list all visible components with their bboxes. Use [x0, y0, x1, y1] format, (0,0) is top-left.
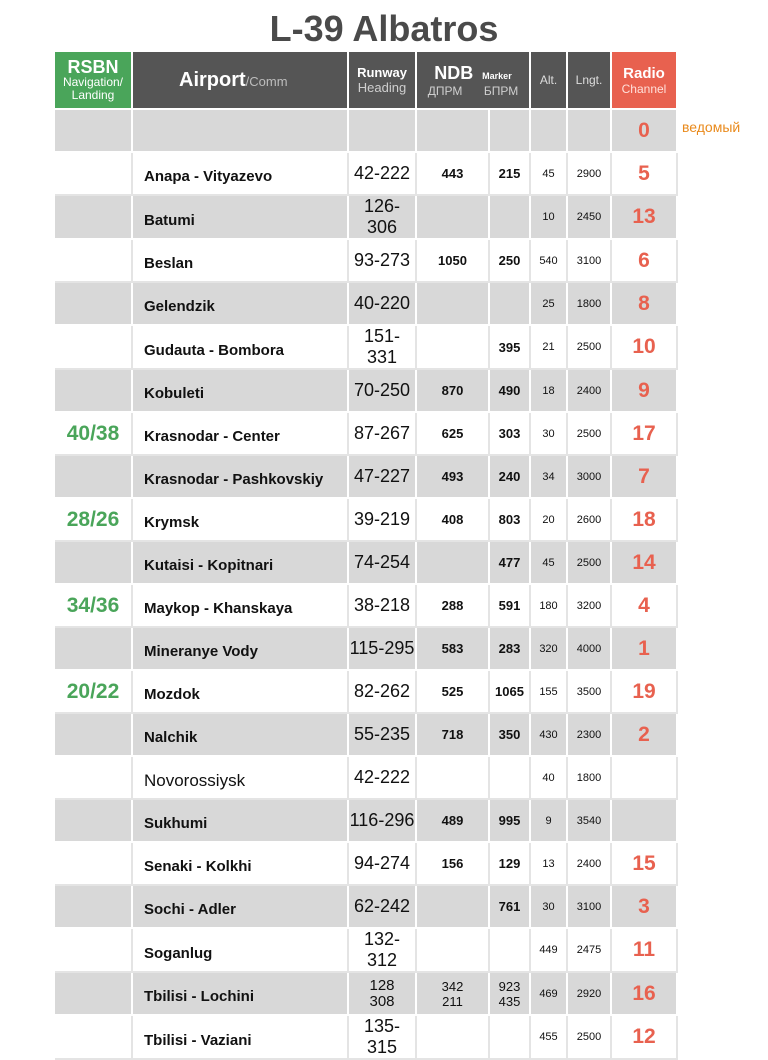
table-row [55, 109, 677, 152]
altitude: 21 [530, 325, 567, 369]
header-airport [132, 52, 348, 109]
runway-heading [348, 1015, 416, 1059]
runway-heading [348, 584, 416, 627]
runway-heading-value: 42-222 [353, 767, 411, 787]
runway-heading [348, 627, 416, 670]
ndb-dprm-value: 583 [441, 641, 464, 656]
header-runway-label: Runway [357, 65, 407, 80]
runway-heading-value: 151-331 [363, 326, 401, 367]
airport-name: Nalchik [132, 713, 348, 756]
altitude: 455 [530, 1015, 567, 1059]
header-alt [530, 52, 567, 109]
ndb-dprm [416, 239, 489, 282]
runway-length: 2500 [567, 1015, 611, 1059]
ndb-dprm [416, 498, 489, 541]
rsbn-channel [55, 885, 132, 928]
rsbn-channel [55, 239, 132, 282]
radio-channel: 3 [611, 885, 677, 928]
radio-channel: 19 [611, 670, 677, 713]
ndb-dprm [416, 1015, 489, 1059]
altitude: 10 [530, 195, 567, 239]
ndb-dprm-value: 525 [441, 684, 464, 699]
altitude: 180 [530, 584, 567, 627]
ndb-dprm-value: 489 [441, 813, 464, 828]
rsbn-channel [55, 195, 132, 239]
runway-heading [348, 152, 416, 195]
table-row [55, 498, 677, 541]
ndb-dprm-1: 342 [441, 978, 464, 994]
ndb-dprm [416, 109, 489, 152]
airport-name: Kobuleti [132, 369, 348, 412]
table-row [55, 842, 677, 885]
runway-heading-value: 39-219 [353, 509, 411, 529]
ndb-dprm-value: 288 [441, 598, 464, 613]
table-row [55, 195, 677, 239]
ndb-bprm [489, 799, 530, 842]
header-airport-sub: /Comm [245, 73, 288, 89]
ndb-dprm [416, 412, 489, 455]
ndb-dprm-value: 718 [441, 727, 464, 742]
runway-heading [348, 369, 416, 412]
altitude: 40 [530, 756, 567, 799]
rsbn-channel [55, 756, 132, 799]
table-row [55, 584, 677, 627]
runway-heading-2: 308 [369, 992, 395, 1010]
ndb-bprm [489, 627, 530, 670]
ndb-dprm [416, 972, 489, 1015]
runway-heading [348, 842, 416, 885]
ndb-dprm [416, 627, 489, 670]
radio-channel: 0 [611, 109, 677, 152]
ndb-bprm [489, 670, 530, 713]
altitude: 30 [530, 412, 567, 455]
ndb-bprm [489, 239, 530, 282]
rsbn-channel: 40/38 [55, 412, 132, 455]
header-runway [348, 52, 416, 109]
runway-length: 3100 [567, 885, 611, 928]
radio-channel: 15 [611, 842, 677, 885]
header-lngt-label: Lngt. [575, 73, 603, 87]
airport-name [132, 109, 348, 152]
header-airport-label: Airport [179, 68, 246, 91]
runway-length: 2400 [567, 369, 611, 412]
ndb-bprm-value: 761 [498, 899, 521, 914]
runway-length: 2500 [567, 541, 611, 584]
runway-heading-value: 42-222 [353, 163, 411, 183]
runway-heading-value: 40-220 [353, 293, 411, 313]
ndb-bprm [489, 928, 530, 972]
ndb-dprm [416, 541, 489, 584]
header-rsbn-sub1: Navigation/ [62, 75, 124, 89]
altitude: 34 [530, 455, 567, 498]
radio-channel: 13 [611, 195, 677, 239]
ndb-dprm-value: 1050 [438, 253, 467, 268]
runway-heading-value: 132-312 [363, 929, 401, 970]
runway-length: 3500 [567, 670, 611, 713]
altitude: 9 [530, 799, 567, 842]
ndb-dprm [416, 369, 489, 412]
ndb-bprm-value: 490 [498, 383, 521, 398]
rsbn-channel [55, 369, 132, 412]
ndb-dprm [416, 713, 489, 756]
runway-heading [348, 325, 416, 369]
runway-heading-value: 135-315 [363, 1016, 401, 1057]
altitude: 430 [530, 713, 567, 756]
rsbn-channel [55, 152, 132, 195]
ndb-dprm [416, 282, 489, 325]
ndb-dprm [416, 152, 489, 195]
table-row [55, 627, 677, 670]
airport-name: Mozdok [132, 670, 348, 713]
page-title: L-39 Albatros [269, 8, 499, 49]
airport-name: Krasnodar - Pashkovskiy [132, 455, 348, 498]
runway-heading [348, 109, 416, 152]
ndb-dprm-value: 870 [441, 383, 464, 398]
rsbn-channel [55, 325, 132, 369]
runway-heading [348, 239, 416, 282]
airport-name: Tbilisi - Lochini [132, 972, 348, 1015]
ndb-bprm [489, 584, 530, 627]
altitude: 155 [530, 670, 567, 713]
rsbn-channel [55, 713, 132, 756]
airport-name: Krymsk [132, 498, 348, 541]
altitude: 469 [530, 972, 567, 1015]
runway-heading [348, 412, 416, 455]
ndb-bprm [489, 756, 530, 799]
radio-channel [611, 799, 677, 842]
runway-length: 2500 [567, 412, 611, 455]
airport-name: Krasnodar - Center [132, 412, 348, 455]
altitude: 45 [530, 152, 567, 195]
runway-length: 2475 [567, 928, 611, 972]
runway-length: 2900 [567, 152, 611, 195]
runway-heading-value: 62-242 [353, 896, 411, 916]
radio-channel: 12 [611, 1015, 677, 1059]
ndb-dprm [416, 756, 489, 799]
ndb-bprm [489, 498, 530, 541]
ndb-dprm-value: 493 [441, 469, 464, 484]
ndb-bprm-value: 129 [498, 856, 521, 871]
ndb-bprm-value: 803 [498, 512, 521, 527]
table-row [55, 885, 677, 928]
radio-channel: 4 [611, 584, 677, 627]
ndb-bprm-value: 1065 [495, 684, 524, 699]
rsbn-channel [55, 799, 132, 842]
rsbn-channel [55, 627, 132, 670]
airport-name: Anapa - Vityazevo [132, 152, 348, 195]
ndb-dprm [416, 584, 489, 627]
runway-heading [348, 885, 416, 928]
header-ndb-label: NDB [434, 62, 474, 83]
airport-name: Beslan [132, 239, 348, 282]
radio-channel: 8 [611, 282, 677, 325]
ndb-dprm-value: 156 [441, 856, 464, 871]
altitude: 449 [530, 928, 567, 972]
altitude: 20 [530, 498, 567, 541]
rsbn-channel [55, 972, 132, 1015]
table-header [55, 52, 677, 109]
radio-channel: 1 [611, 627, 677, 670]
ndb-bprm-1: 923 [498, 978, 521, 994]
ndb-dprm [416, 325, 489, 369]
runway-length: 3000 [567, 455, 611, 498]
runway-length: 3540 [567, 799, 611, 842]
ndb-bprm-value: 250 [498, 253, 521, 268]
runway-heading [348, 799, 416, 842]
airport-name: Kutaisi - Kopitnari [132, 541, 348, 584]
ndb-bprm-value: 995 [498, 813, 521, 828]
table-row [55, 282, 677, 325]
header-channel-label: Channel [621, 81, 667, 96]
ndb-dprm [416, 670, 489, 713]
ndb-bprm [489, 713, 530, 756]
airport-name: Sukhumi [132, 799, 348, 842]
ndb-dprm [416, 842, 489, 885]
ndb-bprm-value: 215 [498, 166, 521, 181]
runway-heading-value: 70-250 [353, 380, 411, 400]
ndb-bprm [489, 541, 530, 584]
ndb-bprm-value: 350 [498, 727, 521, 742]
runway-heading [348, 455, 416, 498]
ndb-dprm [416, 195, 489, 239]
runway-length: 3200 [567, 584, 611, 627]
ndb-bprm [489, 972, 530, 1015]
header-dprm-label: ДПРМ [427, 83, 463, 98]
runway-heading-value: 87-267 [353, 423, 411, 443]
ndb-dprm [416, 455, 489, 498]
runway-heading-value: 126-306 [363, 196, 401, 237]
altitude: 25 [530, 282, 567, 325]
runway-heading [348, 282, 416, 325]
header-heading-label: Heading [357, 80, 407, 95]
ndb-bprm [489, 1015, 530, 1059]
runway-length: 2450 [567, 195, 611, 239]
runway-length: 1800 [567, 756, 611, 799]
runway-heading-value: 115-295 [349, 638, 415, 658]
radio-channel: 18 [611, 498, 677, 541]
runway-heading [348, 670, 416, 713]
runway-length: 2500 [567, 325, 611, 369]
airport-name: Tbilisi - Vaziani [132, 1015, 348, 1059]
radio-channel: 16 [611, 972, 677, 1015]
ndb-dprm [416, 885, 489, 928]
runway-length: 3100 [567, 239, 611, 282]
runway-heading [348, 713, 416, 756]
header-marker-label: Marker [482, 70, 512, 81]
header-rsbn-sub2: Landing [71, 88, 115, 102]
rsbn-channel: 34/36 [55, 584, 132, 627]
runway-heading [348, 195, 416, 239]
runway-heading-1: 128 [369, 976, 395, 994]
runway-length: 2300 [567, 713, 611, 756]
table-row [55, 412, 677, 455]
ndb-bprm [489, 195, 530, 239]
header-ndb [416, 52, 530, 109]
rsbn-channel [55, 541, 132, 584]
rsbn-channel [55, 928, 132, 972]
header-radio [611, 52, 677, 109]
rsbn-channel [55, 455, 132, 498]
ndb-bprm [489, 842, 530, 885]
ndb-bprm-value: 283 [498, 641, 521, 656]
radio-channel: 11 [611, 928, 677, 972]
radio-channel: 9 [611, 369, 677, 412]
runway-heading-value: 94-274 [353, 853, 411, 873]
ndb-bprm [489, 325, 530, 369]
ndb-bprm-value: 477 [498, 555, 521, 570]
table-row [55, 756, 677, 799]
header-alt-label: Alt. [539, 73, 558, 87]
ndb-dprm-2: 211 [442, 993, 463, 1009]
runway-heading-value: 74-254 [353, 552, 411, 572]
table-row [55, 670, 677, 713]
runway-heading-value: 116-296 [349, 810, 415, 830]
runway-length: 1800 [567, 282, 611, 325]
radio-channel: 14 [611, 541, 677, 584]
ndb-bprm-value: 591 [498, 598, 521, 613]
airport-name: Mineranye Vody [132, 627, 348, 670]
rsbn-channel [55, 1015, 132, 1059]
altitude: 18 [530, 369, 567, 412]
rsbn-channel [55, 282, 132, 325]
airport-name: Maykop - Khanskaya [132, 584, 348, 627]
radio-channel [611, 756, 677, 799]
table-row [55, 455, 677, 498]
ndb-bprm [489, 282, 530, 325]
runway-heading [348, 541, 416, 584]
header-rsbn-title: RSBN [67, 57, 119, 77]
runway-heading [348, 972, 416, 1015]
altitude [530, 109, 567, 152]
airport-table [55, 52, 678, 1060]
ndb-bprm-value: 303 [498, 426, 521, 441]
ndb-dprm-value: 625 [441, 426, 464, 441]
altitude: 320 [530, 627, 567, 670]
ndb-dprm [416, 928, 489, 972]
ndb-bprm-value: 395 [498, 339, 521, 355]
altitude: 540 [530, 239, 567, 282]
runway-heading-value: 55-235 [353, 724, 411, 744]
radio-channel: 2 [611, 713, 677, 756]
table-row [55, 928, 677, 972]
airport-name: Batumi [132, 195, 348, 239]
table-row [55, 152, 677, 195]
runway-length: 2920 [567, 972, 611, 1015]
rsbn-channel: 20/22 [55, 670, 132, 713]
altitude: 30 [530, 885, 567, 928]
airport-name: Sochi - Adler [132, 885, 348, 928]
radio-channel: 7 [611, 455, 677, 498]
ndb-dprm-value: 443 [441, 166, 464, 181]
runway-length [567, 109, 611, 152]
rsbn-channel: 28/26 [55, 498, 132, 541]
table-row [55, 541, 677, 584]
runway-length: 2600 [567, 498, 611, 541]
runway-heading [348, 756, 416, 799]
rsbn-channel [55, 109, 132, 152]
radio-channel: 6 [611, 239, 677, 282]
table-row [55, 1015, 677, 1059]
table-row [55, 799, 677, 842]
ndb-bprm [489, 455, 530, 498]
rsbn-channel [55, 842, 132, 885]
table-row [55, 713, 677, 756]
radio-channel: 5 [611, 152, 677, 195]
wingman-note: ведомый [682, 119, 741, 135]
altitude: 13 [530, 842, 567, 885]
runway-heading-value: 38-218 [353, 595, 411, 615]
runway-heading [348, 498, 416, 541]
airport-name: Novorossiysk [132, 756, 348, 799]
ndb-dprm [416, 799, 489, 842]
airport-name: Senaki - Kolkhi [132, 842, 348, 885]
radio-channel: 10 [611, 325, 677, 369]
altitude: 45 [530, 541, 567, 584]
runway-heading-value: 82-262 [353, 681, 411, 701]
airport-name: Gudauta - Bombora [132, 325, 348, 369]
header-rsbn [55, 52, 132, 109]
ndb-bprm [489, 152, 530, 195]
runway-heading-value: 93-273 [353, 250, 411, 270]
ndb-bprm [489, 412, 530, 455]
ndb-bprm [489, 109, 530, 152]
runway-heading-value: 47-227 [353, 466, 411, 486]
airport-name: Soganlug [132, 928, 348, 972]
ndb-bprm-value: 240 [498, 469, 521, 484]
runway-length: 2400 [567, 842, 611, 885]
table-row [55, 325, 677, 369]
radio-channel: 17 [611, 412, 677, 455]
ndb-bprm [489, 885, 530, 928]
header-bprm-label: БПРМ [483, 83, 519, 98]
runway-heading [348, 928, 416, 972]
ndb-bprm [489, 369, 530, 412]
table-row [55, 239, 677, 282]
runway-length: 4000 [567, 627, 611, 670]
ndb-bprm-2: 435 [498, 993, 521, 1009]
ndb-dprm-value: 408 [441, 512, 464, 527]
header-lngt [567, 52, 611, 109]
airport-name: Gelendzik [132, 282, 348, 325]
table-row [55, 972, 677, 1015]
table-row [55, 369, 677, 412]
header-radio-label: Radio [623, 64, 665, 82]
